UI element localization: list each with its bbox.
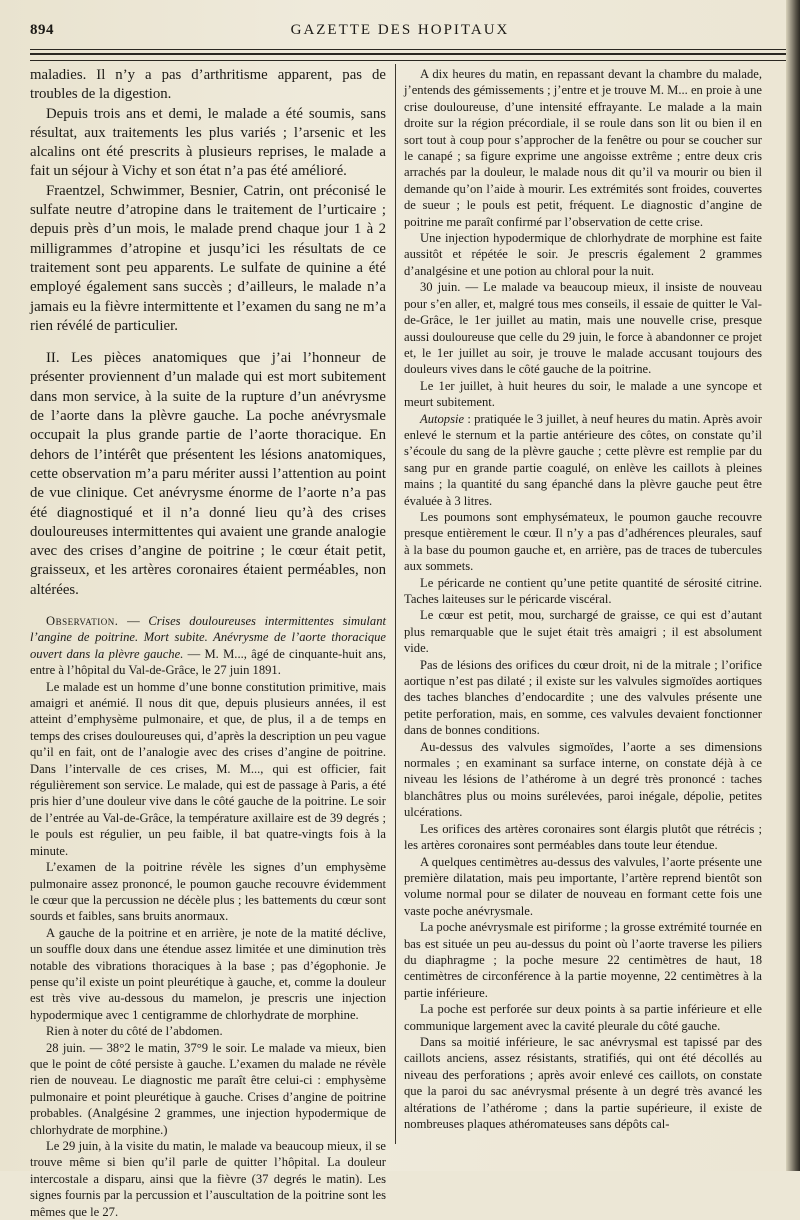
paragraph: La poche est perforée sur deux points à sa partie inférieure et elle communique largement avec la cavité pleurale du côté gauche. <box>404 1002 762 1033</box>
paragraph: A quelques centimètres au-dessus des valvules, l’aorte présente une première dilatation, mais peu importante, l’artère reprend bientôt son volume normal pour se dilater de nouveau en formant cette fois une vaste poche anévrysmale. <box>404 854 762 918</box>
page-spine-shadow <box>786 0 800 1171</box>
paragraph: Le 29 juin, à la visite du matin, le malade va beaucoup mieux, il se trouve même si bien qu’il parle de quitter l’hôpital. La douleur intercostale a disparu, ainsi que la fièvre (37 degrés le matin). Les signes fournis par la percussion et l’auscultation de la poitrine sont les mêmes que le 27. <box>30 1139 386 1219</box>
paragraph: Les poumons sont emphysémateux, le poumon gauche recouvre presque entièrement le cœur. Il n’y a pas d’adhérences pleurales, sauf à la base du poumon gauche et, en arrière, pas de traces de tubercules aux sommets. <box>404 509 762 574</box>
paragraph: 30 juin. — Le malade va beaucoup mieux, il insiste de nouveau pour s’en aller, et, malgré tous mes conseils, il essaie de quitter le Val-de-Grâce, le 1er juillet au matin, mais une nouvelle crise, presque aussi douloureuse que celle du 29 juin, le force à abandonner ce projet et, le 1er juillet au soir, je trouve le malade accusant toujours des douleurs vives dans le côté gauche de la poitrine. <box>404 280 762 377</box>
page-header <box>30 22 770 46</box>
observation-title: Crises douloureuses intermittentes simulant l’angine de poitrine. Mort subite. Anévrysme de l’aorte thoracique ouvert dans la plèvre gauche. <box>30 614 387 661</box>
paragraph: Au-dessus des valvules sigmoïdes, l’aorte a ses dimensions normales ; en examinant sa surface interne, on constate déjà à ce niveau les lésions de l’athérome à un degré très prononcé : taches blanchâtres plus ou moins surélevées, paroi inégale, dépolie, petites ulcérations. <box>404 739 762 820</box>
paragraph: Fraentzel, Schwimmer, Besnier, Catrin, ont préconisé le sulfate neutre d’atropine dans le traitement de l’urticaire ; depuis près d’un mois, le malade prend chaque jour 1 à 2 milligrammes d’atropine et jusqu’ici les résultats de ce traitement sont peu apparents. Le sulfate de quinine a été employé également sans succès ; d’ailleurs, le malade n’a jamais eu la fièvre intermittente et l’examen du sang ne m’a rien révélé de particulier. <box>30 182 386 334</box>
paragraph: Les orifices des artères coronaires sont élargis plutôt que rétrécis ; les artères coronaires sont perméables dans toute leur étendue. <box>404 821 762 853</box>
paragraph: A dix heures du matin, en repassant devant la chambre du malade, j’entends des gémissements ; j’entre et je trouve M. M... en proie à une crise douloureuse, d’une intensité effrayante. Le malade a la main droite sur la région précordiale, il se roule dans son lit ou bien il en sort tout à coup pour s’approcher de la fenêtre ou pour se coucher sur le canapé ; sa figure exprime une angoisse extrême ; entre deux cris arrachés par la douleur, le malade nous dit qu’il va mourir ou bien il demande qu’on l’aide à mourir. Les extrémités sont froides, couvertes de sueur ; le pouls est petit, fréquent. Le diagnostic d’angine de poitrine me paraît confirmé par l’observation de cette crise. <box>404 67 762 229</box>
paragraph: Une injection hypodermique de chlorhydrate de morphine est faite aussitôt et répétée le soir. Je prescris également 2 grammes d’analgésine et une potion au chloral pour la nuit. <box>404 231 762 278</box>
header-rule-bottom <box>30 60 790 61</box>
paragraph: Le malade est un homme d’une bonne constitution primitive, mais amaigri et anémié. Il nous dit que, depuis plusieurs années, il est atteint d’emphysème pulmonaire, et que, de plus, il a de temps en temps des crises douloureuses qui, d’après la description un peu vague qu’il en fait, ont de l’analogie avec des crises d’angine de poitrine. Dans l’intervalle de ces crises, M. M..., qui est officier, fait régulièrement son service. Le malade, qui est de passage à Paris, a été pris hier d’une douleur vive dans le côté gauche de la poitrine. Le soir de l’entrée au Val-de-Grâce, la température axillaire est de 39 degrés ; le pouls est régulier, un peu faible, il bat quatre-vingts fois à la minute. <box>30 679 386 858</box>
header-rule-top <box>30 49 790 50</box>
paragraph: Dans sa moitié inférieure, le sac anévrysmal est tapissé par des caillots anciens, assez résistants, stratifiés, qui ont été décollés au niveau des perforations ; après avoir enlevé ces caillots, on constate que la paroi du sac anévrysmal présente à un degré très avancé les altérations de l’athérome ; dans la partie supérieure, il existe de nombreuses plaques athéromateuses sans dépôts cal- <box>404 1034 762 1131</box>
observation-heading: Observation. — Crises douloureuses intermittentes simulant l’angine de poitrine. Mort subite. Anévrysme de l’aorte thoracique ouvert dans la plèvre gauche. — M. M..., âgé de cinquante-huit ans, entre à l’hôpital du Val-de-Grâce, le 27 juin 1891. <box>30 614 387 678</box>
paragraph: La poche anévrysmale est piriforme ; la grosse extrémité tournée en bas est située un peu au-dessus du point où l’aorte traverse les piliers du diaphragme ; la poche mesure 22 centimètres de haut, 18 centimètres de circonférence à la partie moyenne, 22 centimètres à la partie inférieure. <box>404 920 762 1000</box>
running-title: GAZETTE DES HOPITAUX <box>290 22 510 38</box>
right-column <box>404 66 762 1156</box>
paragraph: Depuis trois ans et demi, le malade a été soumis, sans résultat, aux traitements les plus variés ; l’arsenic et les alcalins ont été prescrits à plusieurs reprises, le malade a fait un séjour à Vichy et son état n’a pas été amélioré. <box>30 105 386 180</box>
paragraph: 28 juin. — 38°2 le matin, 37°9 le soir. Le malade va mieux, bien que le point de côté persiste à gauche. L’examen du malade ne révèle rien de nouveau. Le diagnostic me paraît être celui-ci : emphysème pulmonaire et point pleurétique à gauche. Crises d’angine de poitrine probables. (Analgésine 2 grammes, une injection hypodermique de chlorhydrate de morphine.) <box>30 1040 386 1137</box>
section-two-paragraph: II. Les pièces anatomiques que j’ai l’honneur de présenter proviennent d’un malade qui est mort subitement dans mon service, à la suite de la rupture d’un anévrysme de l’aorte dans la plèvre gauche. La poche anévrysmale occupait la plus grande partie de l’aorte thoracique. En dehors de l’intérêt que présentent les lésions anatomiques, cette observation m’a paru mériter aussi l’attention au point de vue clinique. Cet anévrysme énorme de l’aorte n’a pas été diagnostiqué et il n’a donné lieu qu’à des crises douloureuses intermittentes qui avaient une grande analogie avec des crises d’angine de poitrine ; le cœur était petit, graisseux, et les artères coronaires étaient perméables, non altérées. <box>30 350 386 598</box>
column-divider <box>395 64 396 1144</box>
paragraph: Rien à noter du côté de l’abdomen. <box>46 1024 223 1039</box>
paragraph: Pas de lésions des orifices du cœur droit, ni de la mitrale ; l’orifice aortique n’est pas dilaté ; il existe sur les valvules sigmoïdes aortiques des taches blanches d’endocardite ; une des valvules présente une petite perforation, mais, en somme, ces valvules devaient fonctionner dans de bonnes conditions. <box>404 657 762 738</box>
autopsy-paragraph: Autopsie : pratiquée le 3 juillet, à neuf heures du matin. Après avoir enlevé le sternum et la partie antérieure des côtes, on constate qu’il s’écoule du sang de la plèvre gauche ; cette plèvre est remplie par du sang pur en grande partie coagulé, on enlève les caillots à pleines mains ; la quantité du sang épanché dans la plèvre gauche peut être évaluée à 3 litres. <box>404 411 762 508</box>
autopsy-label: Autopsie <box>420 411 465 426</box>
observation-label: Observation. <box>46 614 119 629</box>
paragraph: Le 1er juillet, à huit heures du soir, le malade a une syncope et meurt subitement. <box>404 378 762 410</box>
paragraph: Le péricarde ne contient qu’une petite quantité de sérosité citrine. Taches laiteuses sur le péricarde viscéral. <box>404 575 762 606</box>
paragraph: Le cœur est petit, mou, surchargé de graisse, ce qui est d’autant plus remarquable que le sujet était très amaigri ; il est absolument vide. <box>404 608 762 656</box>
page-number: 894 <box>30 22 54 38</box>
paragraph: L’examen de la poitrine révèle les signes d’un emphysème pulmonaire assez prononcé, le poumon gauche recouvre évidemment le cœur que la percussion ne décèle plus ; les battements du cœur sont sourds et faibles, sans bruits anormaux. <box>30 860 386 924</box>
left-column <box>30 66 387 1219</box>
header-rule-middle <box>30 53 790 55</box>
paragraph: A gauche de la poitrine et en arrière, je note de la matité déclive, un souffle doux dans une étendue assez limitée et une diminution très notable des vibrations thoraciques à la base ; pas d’égophonie. Je pense qu’il existe un point pleurétique à gauche, et, comme la douleur est très vive au-dessous du mamelon, je prescris une injection hypodermique avec 1 centigramme de chlorhydrate de morphine. <box>30 925 386 1022</box>
paragraph: maladies. Il n’y a pas d’arthritisme apparent, pas de troubles de la digestion. <box>30 67 386 103</box>
